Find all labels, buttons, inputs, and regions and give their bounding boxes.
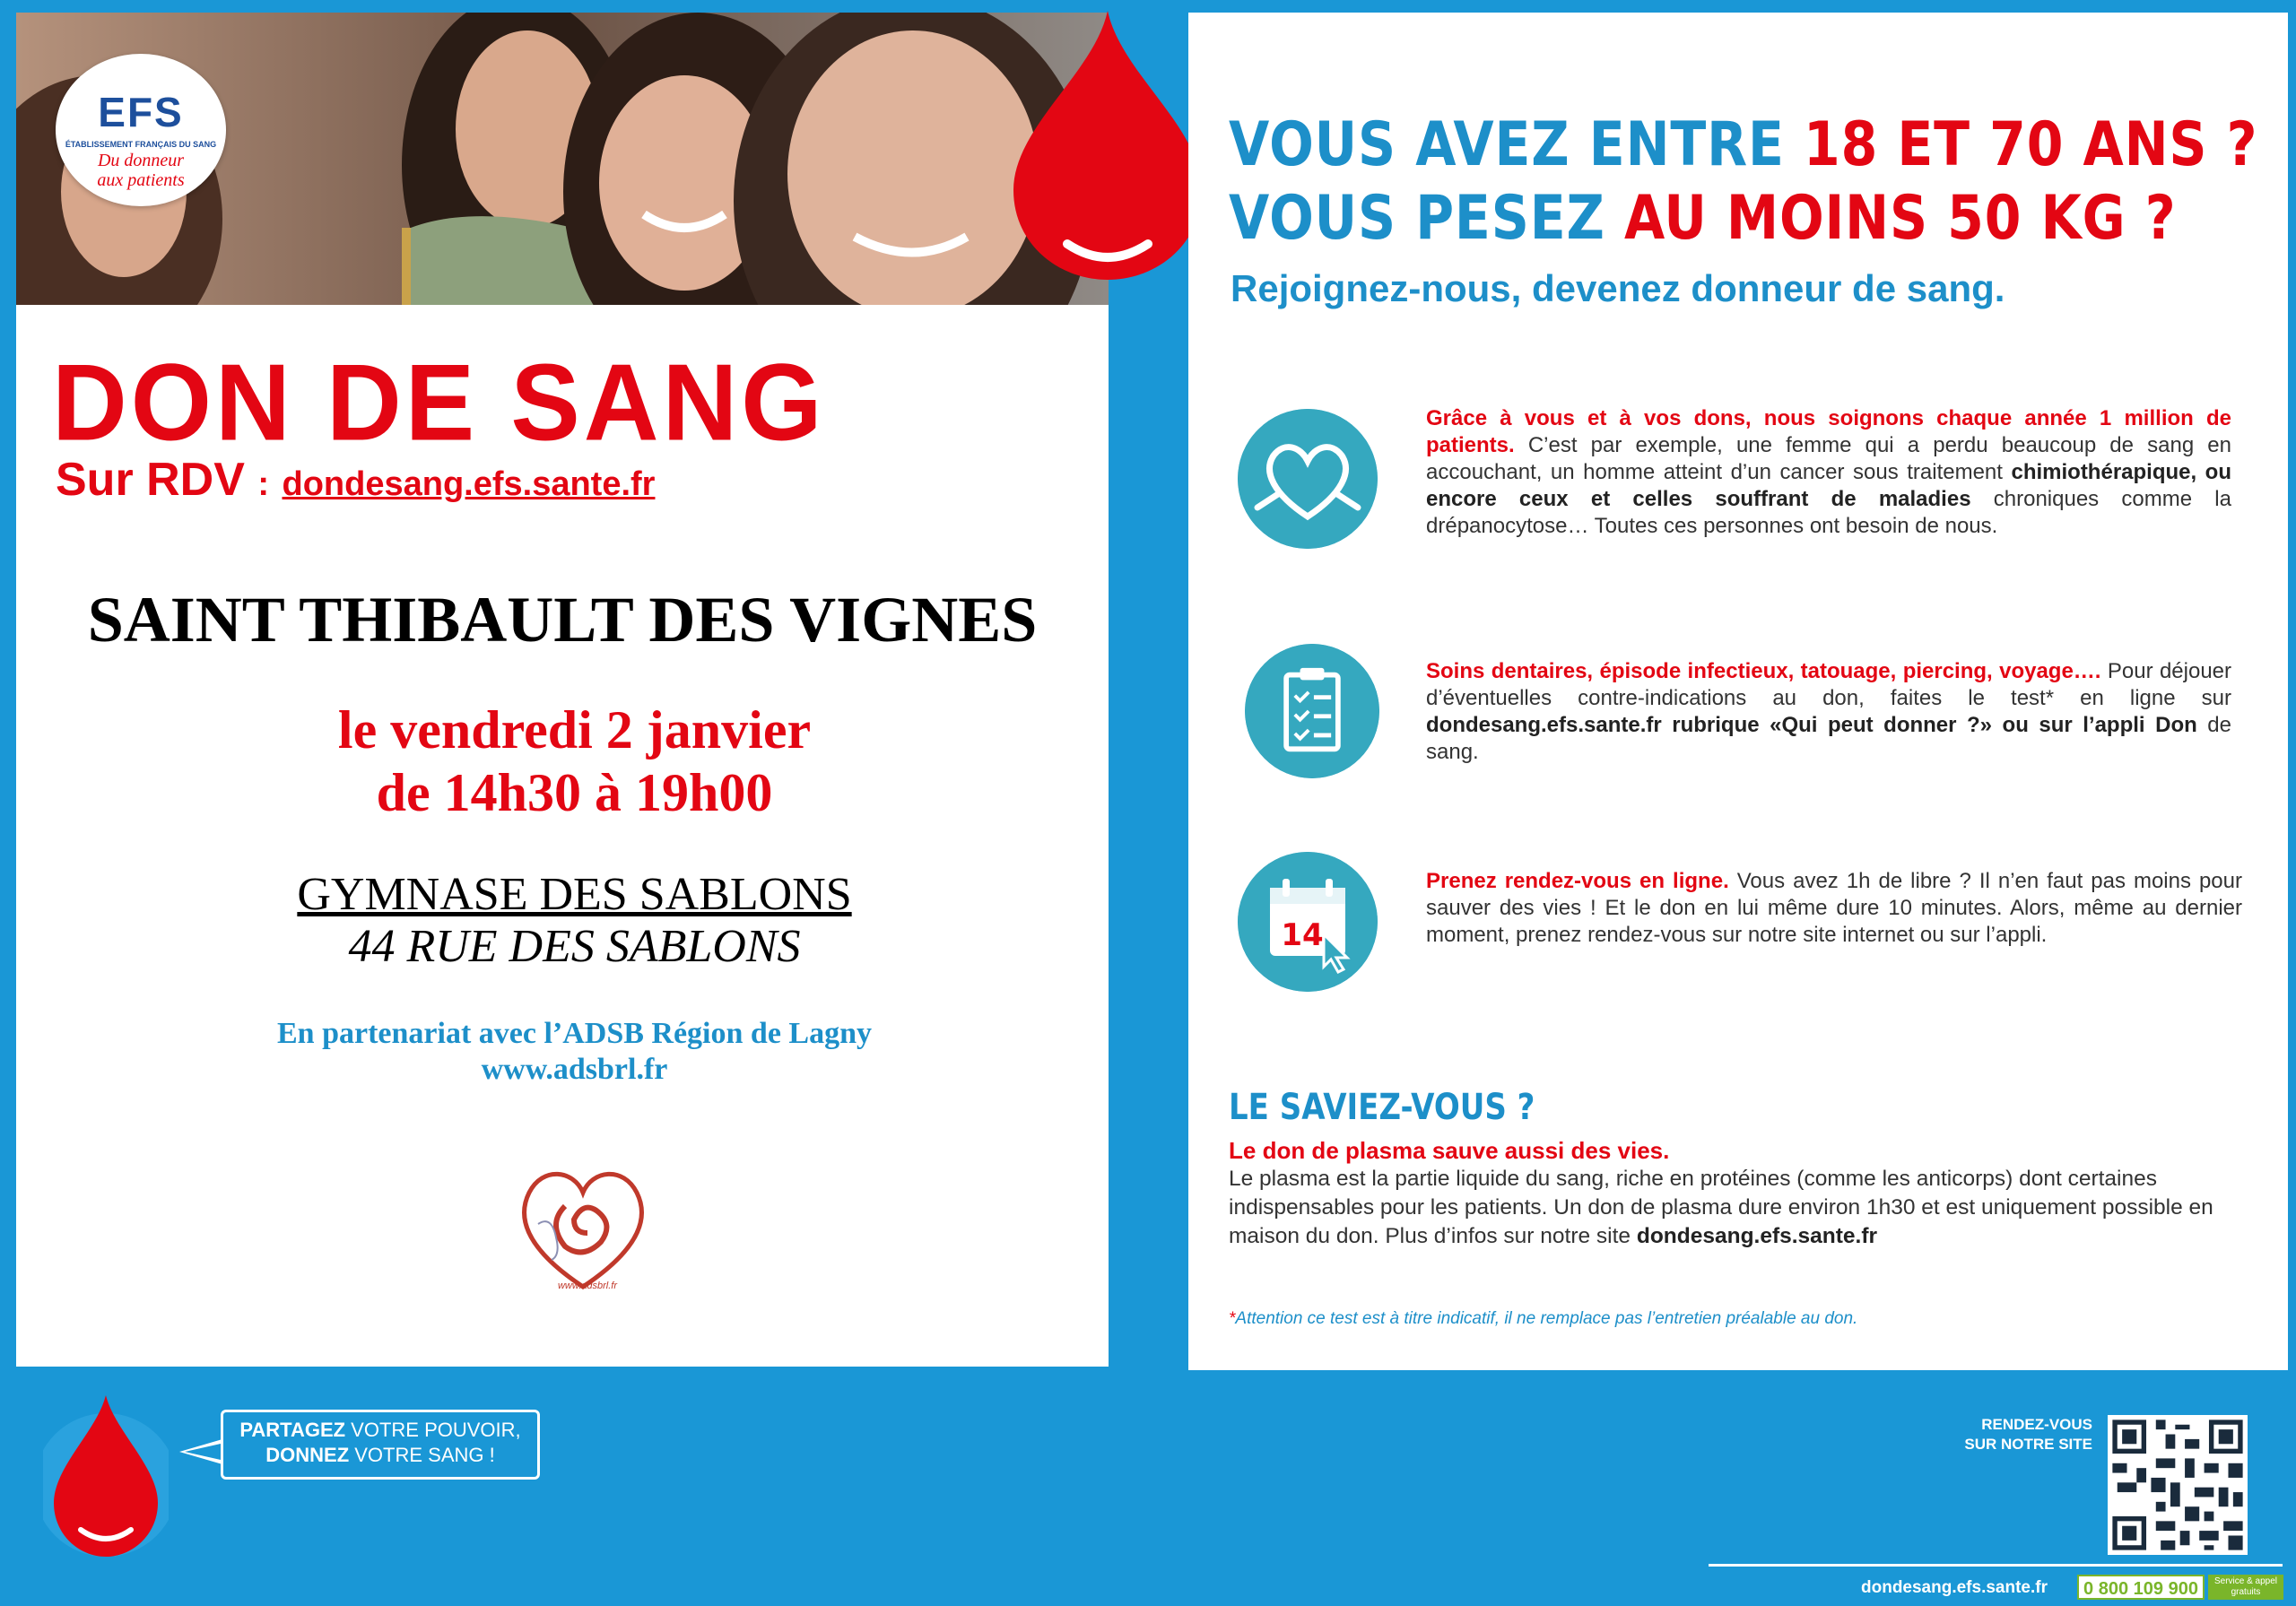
- blood-drop-icon: [996, 11, 1220, 280]
- plasma-link[interactable]: dondesang.efs.sante.fr: [1636, 1224, 1878, 1248]
- weight-question: [1229, 183, 2177, 254]
- efs-slogan-line1: Du donneur: [97, 151, 185, 170]
- slogan-word-partagez: PARTAGEZ: [239, 1419, 346, 1441]
- weight-question-prefix: VOUS PESEZ: [1229, 183, 1625, 254]
- qr-code-icon[interactable]: [2108, 1415, 2248, 1555]
- phone-free-note: Service & appel gratuits: [2208, 1575, 2283, 1600]
- plasma-text: Le plasma est la partie liquide du sang, riche en protéines (comme les anticorps) dont certaines indispensables pour les patients. Un don de plasma dure environ 1h30 et est uniquement possible en maison du don. Plus d’infos sur notre site: [1229, 1167, 2213, 1248]
- footnote-star: *: [1229, 1309, 1236, 1328]
- appointment-paragraph: [1426, 868, 2242, 949]
- small-blood-drop-icon: [43, 1395, 169, 1557]
- did-you-know-title: LE SAVIEZ-VOUS ?: [1229, 1087, 1535, 1128]
- appointment-line: [56, 453, 655, 507]
- patients-paragraph-text-b: chroniques comme la drépanocytose… Toutes ces personnes ont besoin de nous.: [1426, 487, 2231, 538]
- slogan-word-donnez: DONNEZ: [265, 1444, 350, 1466]
- footer-divider: [1709, 1564, 2283, 1567]
- join-tagline: Rejoignez-nous, devenez donneur de sang.: [1231, 267, 2005, 309]
- speech-bubble-tail-inner: [185, 1444, 221, 1460]
- plasma-paragraph: [1229, 1165, 2238, 1251]
- venue-address: 44 RUE DES SABLONS: [348, 921, 801, 972]
- appointment-paragraph-text: Vous avez 1h de libre ? Il n’en faut pas moins pour sauver des vies ! Et le don en lui même dure 10 minutes. Alors, même au dernier moment, prenez rendez-vous sur notre site internet ou sur l’appli.: [1426, 869, 2242, 947]
- footer-site-url[interactable]: dondesang.efs.sante.fr: [1861, 1578, 2048, 1597]
- test-paragraph-text-a: Pour déjouer d’éventuelles contre-indications au don, faites le test* en ligne sur: [1426, 659, 2232, 710]
- partner-url[interactable]: www.adsbrl.fr: [481, 1053, 668, 1086]
- slogan-line2: [223, 1443, 537, 1468]
- venue-name: GYMNASE DES SABLONS: [297, 869, 852, 920]
- adsb-logo-url: www.adsbrl.fr: [557, 1280, 618, 1291]
- checklist-icon: [1245, 644, 1379, 778]
- rdv-site-line2: SUR NOTRE SITE: [1964, 1436, 2092, 1453]
- footnote-text: Attention ce test est à titre indicatif, il ne remplace pas l’entretien préalable au don.: [1235, 1309, 1858, 1328]
- adsb-heart-logo: [511, 1152, 655, 1296]
- test-paragraph-lead: Soins dentaires, épisode infectieux, tatouage, piercing, voyage….: [1426, 659, 2101, 683]
- rdv-label: Sur RDV: [56, 454, 245, 506]
- phone-number[interactable]: 0 800 109 900: [2077, 1575, 2205, 1600]
- heart-hands-icon: [1238, 409, 1378, 549]
- footnote: [1229, 1309, 1857, 1329]
- age-question: [1229, 109, 2257, 180]
- patients-paragraph-lead: Grâce à vous et à vos dons, nous soignons chaque année 1 million de patients.: [1426, 406, 2231, 457]
- age-question-range: 18 ET 70 ANS ?: [1804, 109, 2258, 180]
- weight-question-min: AU MOINS 50 KG ?: [1624, 183, 2177, 254]
- patients-paragraph-strong: chimiothérapique, ou encore ceux et celles souffrant de maladies: [1426, 460, 2231, 511]
- slogan-line1: [223, 1418, 537, 1443]
- poster-title: DON DE SANG: [52, 341, 826, 464]
- age-question-prefix: VOUS AVEZ ENTRE: [1229, 109, 1805, 180]
- test-paragraph-text-b: de sang.: [1426, 713, 2231, 764]
- patients-paragraph-text-a: C’est par exemple, une femme qui a perdu beaucoup de sang en accouchant, un homme atteint d’un cancer sous traitement: [1426, 433, 2231, 484]
- efs-slogan-line2: aux patients: [97, 170, 185, 190]
- event-date: le vendredi 2 janvier: [337, 700, 812, 760]
- calendar-day: 14: [1281, 917, 1324, 953]
- efs-acronym: EFS: [98, 89, 184, 135]
- test-paragraph: [1426, 658, 2231, 766]
- rdv-link[interactable]: dondesang.efs.sante.fr: [282, 465, 656, 503]
- appointment-paragraph-lead: Prenez rendez-vous en ligne.: [1426, 869, 1729, 893]
- calendar-click-icon: [1238, 852, 1378, 992]
- rdv-site-line1: RENDEZ-VOUS: [1981, 1416, 2092, 1433]
- rdv-site-label: [1942, 1415, 2092, 1454]
- event-hours: de 14h30 à 19h00: [376, 763, 773, 822]
- partner-line: En partenariat avec l’ADSB Région de Lagny: [277, 1017, 872, 1050]
- patients-paragraph: [1426, 405, 2231, 540]
- slogan-line2-rest: VOTRE SANG !: [349, 1444, 495, 1466]
- plasma-title: Le don de plasma sauve aussi des vies.: [1229, 1137, 1670, 1164]
- efs-fullname: ÉTABLISSEMENT FRANÇAIS DU SANG: [65, 140, 217, 149]
- city-name: SAINT THIBAULT DES VIGNES: [87, 584, 1038, 655]
- rdv-colon: :: [257, 465, 270, 503]
- slogan-speech-bubble: [221, 1410, 540, 1480]
- test-paragraph-strong: dondesang.efs.sante.fr rubrique «Qui peut donner ?» ou sur l’appli Don: [1426, 713, 2197, 737]
- slogan-line1-rest: VOTRE POUVOIR,: [345, 1419, 521, 1441]
- efs-logo: [56, 54, 226, 206]
